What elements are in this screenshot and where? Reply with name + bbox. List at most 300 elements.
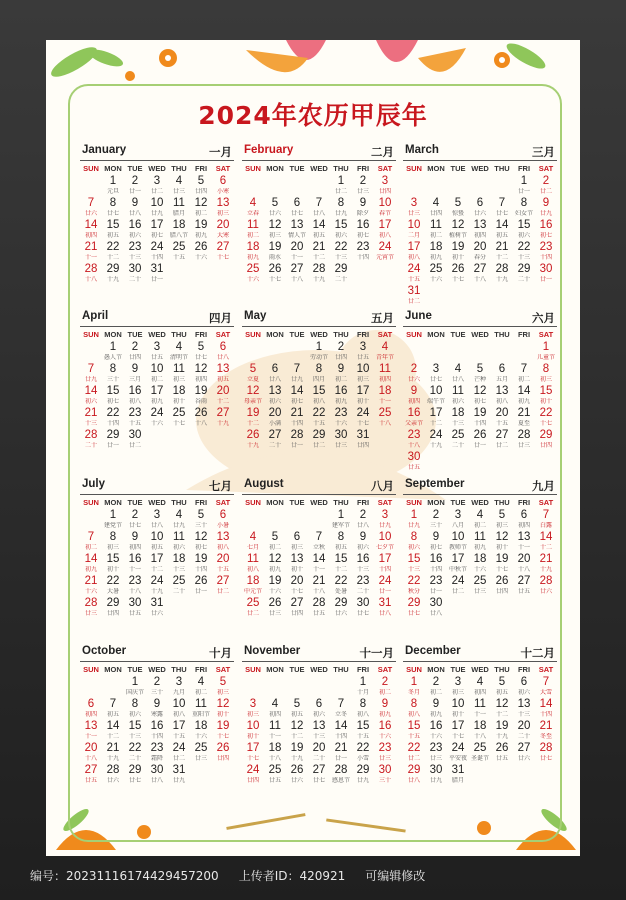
day-number: 18 <box>246 241 260 253</box>
day-cell <box>352 219 374 241</box>
day-number: 20 <box>517 720 531 732</box>
lunar-date: 处暑 <box>334 588 347 595</box>
day-cell <box>242 219 264 241</box>
day-cell <box>146 720 168 742</box>
day-cell <box>535 575 557 597</box>
day-number: 6 <box>315 698 323 710</box>
day-number: 4 <box>175 509 183 521</box>
day-cell <box>168 575 190 597</box>
empty-cell <box>242 509 264 531</box>
empty-cell <box>447 341 469 363</box>
lunar-date: 十一 <box>128 566 141 573</box>
day-number: 28 <box>334 764 348 776</box>
lunar-date: 十六 <box>473 566 486 573</box>
day-number: 6 <box>520 676 528 688</box>
lunar-date: 初八 <box>407 711 420 718</box>
lunar-date: 廿一 <box>473 442 486 449</box>
day-cell <box>168 197 190 219</box>
day-cell <box>352 197 374 219</box>
day-cell <box>425 698 447 720</box>
lunar-date: 十六 <box>429 276 442 283</box>
day-number: 25 <box>451 429 465 441</box>
day-cell <box>242 553 264 575</box>
day-number: 22 <box>106 241 120 253</box>
day-cell <box>212 341 234 363</box>
day-cell <box>242 363 264 385</box>
day-number: 16 <box>128 385 142 397</box>
day-cell <box>212 720 234 742</box>
day-number: 29 <box>539 429 553 441</box>
day-number: 20 <box>216 385 230 397</box>
lunar-date: 初三 <box>451 689 464 696</box>
day-cell <box>403 720 425 742</box>
month-name-en: January <box>82 144 127 156</box>
lunar-date: 十二 <box>290 733 303 740</box>
day-number: 31 <box>356 429 370 441</box>
day-cell <box>308 385 330 407</box>
lunar-date: 廿七 <box>356 610 369 617</box>
day-cell <box>190 720 212 742</box>
day-cell <box>425 241 447 263</box>
lunar-date: 十六 <box>334 420 347 427</box>
lunar-date: 十一 <box>84 254 97 261</box>
day-cell <box>124 407 146 429</box>
lunar-date: 二十 <box>517 276 530 283</box>
lunar-date: 二十 <box>517 733 530 740</box>
lunar-date: 十一 <box>84 733 97 740</box>
lunar-date: 十四 <box>150 733 163 740</box>
day-cell <box>190 676 212 698</box>
weekday-label: FRI <box>517 498 531 507</box>
day-cell <box>352 742 374 764</box>
day-number: 19 <box>194 553 208 565</box>
day-number: 14 <box>290 385 304 397</box>
lunar-date: 廿一 <box>517 188 530 195</box>
lunar-date: 十四 <box>473 420 486 427</box>
day-number: 25 <box>473 575 487 587</box>
lunar-date: 廿五 <box>150 354 163 361</box>
lunar-date: 十四 <box>150 254 163 261</box>
day-number: 18 <box>473 720 487 732</box>
lunar-date: 初九 <box>429 711 442 718</box>
day-number: 29 <box>106 429 120 441</box>
lunar-date: 建党节 <box>103 522 122 529</box>
day-number: 28 <box>539 575 553 587</box>
lunar-date: 腊八节 <box>169 232 188 239</box>
month-name-cn: 十二月 <box>520 646 555 660</box>
lunar-date: 廿一 <box>378 588 391 595</box>
day-number: 5 <box>476 363 484 375</box>
day-cell <box>403 429 425 451</box>
empty-cell <box>403 175 425 197</box>
month-march <box>403 144 557 307</box>
lunar-date: 廿六 <box>268 210 281 217</box>
weekday-label: SUN <box>245 665 261 674</box>
lunar-date: 二十 <box>84 442 97 449</box>
day-number: 28 <box>517 429 531 441</box>
lunar-date: 廿八 <box>429 610 442 617</box>
lunar-date: 初四 <box>194 376 207 383</box>
day-cell <box>352 698 374 720</box>
day-number: 31 <box>451 764 465 776</box>
lunar-date: 元宵节 <box>375 254 394 261</box>
day-cell <box>146 764 168 786</box>
day-cell <box>146 197 168 219</box>
day-number: 15 <box>407 720 421 732</box>
weekday-label: TUE <box>289 330 305 339</box>
lunar-date: 廿四 <box>378 188 391 195</box>
day-number: 13 <box>290 219 304 231</box>
day-number: 22 <box>539 407 553 419</box>
weekday-label: WED <box>471 665 489 674</box>
empty-cell <box>80 509 102 531</box>
day-number: 21 <box>517 407 531 419</box>
day-cell <box>190 509 212 531</box>
weekday-label: TUE <box>127 330 143 339</box>
day-number: 29 <box>106 597 120 609</box>
day-number: 8 <box>109 197 117 209</box>
day-cell <box>286 531 308 553</box>
lunar-date: 十八 <box>378 420 391 427</box>
day-cell <box>308 742 330 764</box>
lunar-date: 春节 <box>378 210 391 217</box>
day-number: 24 <box>150 575 164 587</box>
day-cell <box>168 341 190 363</box>
day-cell <box>535 509 557 531</box>
day-number: 12 <box>246 385 260 397</box>
day-number: 14 <box>517 385 531 397</box>
lunar-date: 廿四 <box>194 188 207 195</box>
day-cell <box>286 241 308 263</box>
day-number: 30 <box>356 597 370 609</box>
day-cell <box>190 742 212 764</box>
day-cell <box>264 597 286 619</box>
lunar-date: 冬至 <box>539 733 552 740</box>
lunar-date: 廿四 <box>128 354 141 361</box>
day-cell <box>102 742 124 764</box>
day-cell <box>513 175 535 197</box>
day-cell <box>374 698 396 720</box>
day-cell <box>308 407 330 429</box>
day-number: 20 <box>290 575 304 587</box>
day-number: 10 <box>150 531 164 543</box>
day-number: 7 <box>337 698 345 710</box>
lunar-date: 初六 <box>407 544 420 551</box>
day-cell <box>535 407 557 429</box>
lunar-date: 廿四 <box>106 610 119 617</box>
lunar-date: 廿七 <box>128 522 141 529</box>
day-grid <box>403 662 557 786</box>
day-number: 11 <box>474 531 486 543</box>
lunar-date: 廿七 <box>312 777 325 784</box>
lunar-date: 青年节 <box>375 354 394 361</box>
day-number: 17 <box>378 553 392 565</box>
lunar-date: 白露 <box>539 522 552 529</box>
lunar-date: 十七 <box>246 755 259 762</box>
lunar-date: 初十 <box>290 566 303 573</box>
day-cell <box>146 553 168 575</box>
day-number: 26 <box>194 575 208 587</box>
lunar-date: 二十 <box>451 442 464 449</box>
day-cell <box>80 385 102 407</box>
lunar-date: 春分 <box>473 254 486 261</box>
lunar-date: 十二 <box>216 398 229 405</box>
lunar-date: 十二 <box>429 420 442 427</box>
day-cell <box>403 509 425 531</box>
day-number: 14 <box>84 385 98 397</box>
lunar-date: 十三 <box>517 711 530 718</box>
day-cell <box>124 197 146 219</box>
day-number: 21 <box>539 720 553 732</box>
day-cell <box>352 429 374 451</box>
day-number: 3 <box>410 197 418 209</box>
day-number: 16 <box>429 720 443 732</box>
day-cell <box>352 676 374 698</box>
weekday-label: SUN <box>83 330 99 339</box>
day-cell <box>403 385 425 407</box>
lunar-date: 廿一 <box>290 442 303 449</box>
weekday-label: FRI <box>356 164 370 173</box>
day-number: 2 <box>410 363 418 375</box>
lunar-date: 初二 <box>150 376 163 383</box>
day-cell <box>425 531 447 553</box>
lunar-date: 母亲节 <box>243 398 262 405</box>
day-cell <box>535 385 557 407</box>
lunar-date: 十七 <box>451 276 464 283</box>
lunar-date: 十七 <box>356 420 369 427</box>
day-cell <box>469 553 491 575</box>
lunar-date: 十九 <box>539 566 552 573</box>
day-cell <box>535 676 557 698</box>
day-number: 2 <box>131 509 139 521</box>
day-cell <box>425 197 447 219</box>
empty-cell <box>513 341 535 363</box>
day-number: 25 <box>172 241 186 253</box>
day-cell <box>469 407 491 429</box>
day-cell <box>374 241 396 263</box>
weekday-label: MON <box>104 330 122 339</box>
lunar-date: 建军节 <box>331 522 350 529</box>
day-cell <box>352 720 374 742</box>
weekday-label: WED <box>148 164 166 173</box>
month-name-cn: 七月 <box>209 479 232 493</box>
day-number: 27 <box>290 263 304 275</box>
day-number: 19 <box>268 575 282 587</box>
day-number: 6 <box>219 509 227 521</box>
lunar-date: 初九 <box>268 566 281 573</box>
day-cell <box>535 742 557 764</box>
day-number: 25 <box>172 575 186 587</box>
day-cell <box>80 363 102 385</box>
lunar-date: 廿七 <box>128 777 141 784</box>
month-january <box>80 144 234 285</box>
day-cell <box>491 241 513 263</box>
day-number: 30 <box>128 429 142 441</box>
weekday-label: FRI <box>194 164 208 173</box>
day-cell <box>124 531 146 553</box>
lunar-date: 廿七 <box>194 354 207 361</box>
lunar-date: 初九 <box>334 398 347 405</box>
day-number: 21 <box>495 241 509 253</box>
weekday-label: SAT <box>538 665 554 674</box>
day-number: 9 <box>359 531 367 543</box>
day-number: 12 <box>451 219 465 231</box>
day-number: 12 <box>495 531 509 543</box>
lunar-date: 初四 <box>268 711 281 718</box>
day-number: 30 <box>407 451 421 463</box>
day-number: 19 <box>495 553 509 565</box>
lunar-date: 除夕 <box>356 210 369 217</box>
day-cell <box>212 197 234 219</box>
day-number: 8 <box>410 531 418 543</box>
empty-cell <box>491 175 513 197</box>
day-number: 29 <box>407 764 421 776</box>
weekday-label: SUN <box>406 665 422 674</box>
day-number: 23 <box>378 742 392 754</box>
weekday-label: FRI <box>194 498 208 507</box>
weekday-label: TUE <box>127 665 143 674</box>
day-number: 18 <box>172 219 186 231</box>
day-cell <box>286 197 308 219</box>
lunar-date: 小寒 <box>216 188 229 195</box>
day-number: 23 <box>539 241 553 253</box>
day-number: 4 <box>476 676 484 688</box>
lunar-date: 初九 <box>473 544 486 551</box>
day-cell <box>168 241 190 263</box>
empty-cell <box>308 509 330 531</box>
day-number: 4 <box>271 698 279 710</box>
weekday-label: SUN <box>406 330 422 339</box>
weekday-label: THU <box>494 330 510 339</box>
weekday-label: THU <box>494 665 510 674</box>
day-cell <box>425 553 447 575</box>
day-number: 16 <box>334 385 348 397</box>
lunar-date: 廿一 <box>150 276 163 283</box>
day-cell <box>447 509 469 531</box>
lunar-date: 廿六 <box>150 610 163 617</box>
day-number: 7 <box>315 531 323 543</box>
day-number: 22 <box>334 575 348 587</box>
lunar-date: 八月 <box>451 522 464 529</box>
day-cell <box>212 175 234 197</box>
day-cell <box>469 241 491 263</box>
lunar-date: 初三 <box>246 711 259 718</box>
day-cell <box>425 407 447 429</box>
weekday-label: SAT <box>215 330 231 339</box>
day-cell <box>242 575 264 597</box>
lunar-date: 十五 <box>407 276 420 283</box>
lunar-date: 十六 <box>84 588 97 595</box>
lunar-date: 初十 <box>539 398 552 405</box>
lunar-date: 初五 <box>106 711 119 718</box>
day-cell <box>242 241 264 263</box>
lunar-date: 十七 <box>290 588 303 595</box>
day-cell <box>146 531 168 553</box>
day-cell <box>425 385 447 407</box>
month-header <box>242 645 396 662</box>
month-header <box>403 310 557 327</box>
day-number: 21 <box>290 407 304 419</box>
lunar-date: 廿一 <box>334 755 347 762</box>
day-number: 12 <box>194 197 208 209</box>
month-name-cn: 五月 <box>371 311 394 325</box>
day-cell <box>469 742 491 764</box>
day-number: 1 <box>359 676 367 688</box>
day-cell <box>212 219 234 241</box>
day-cell <box>212 553 234 575</box>
day-number: 13 <box>84 720 98 732</box>
day-number: 5 <box>219 676 227 688</box>
day-number: 8 <box>109 363 117 375</box>
day-cell <box>102 241 124 263</box>
weekday-label: SAT <box>215 164 231 173</box>
day-number: 30 <box>150 764 164 776</box>
day-cell <box>535 197 557 219</box>
day-cell <box>469 429 491 451</box>
day-cell <box>124 263 146 285</box>
lunar-date: 十一 <box>268 733 281 740</box>
day-cell <box>491 698 513 720</box>
lunar-date: 三十 <box>378 777 391 784</box>
day-number: 20 <box>290 241 304 253</box>
day-cell <box>447 553 469 575</box>
day-cell <box>374 407 396 429</box>
lunar-date: 廿九 <box>84 376 97 383</box>
day-number: 26 <box>194 241 208 253</box>
month-name-en: April <box>82 310 109 322</box>
day-number: 29 <box>407 597 421 609</box>
day-cell <box>80 197 102 219</box>
day-cell <box>403 407 425 429</box>
day-number: 26 <box>290 764 304 776</box>
weekday-label: FRI <box>517 164 531 173</box>
lunar-date: 二十 <box>172 588 185 595</box>
day-cell <box>535 219 557 241</box>
day-cell <box>146 263 168 285</box>
lunar-date: 廿八 <box>312 210 325 217</box>
lunar-date: 初五 <box>290 711 303 718</box>
day-number: 5 <box>293 698 301 710</box>
day-cell <box>330 241 352 263</box>
weekday-label: WED <box>471 330 489 339</box>
day-cell <box>352 407 374 429</box>
lunar-date: 廿九 <box>150 210 163 217</box>
day-cell <box>491 263 513 285</box>
day-number: 22 <box>356 742 370 754</box>
day-cell <box>403 698 425 720</box>
day-number: 29 <box>106 263 120 275</box>
lunar-date: 初八 <box>128 398 141 405</box>
day-number: 2 <box>542 175 550 187</box>
day-cell <box>308 219 330 241</box>
day-number: 5 <box>498 509 506 521</box>
day-number: 10 <box>451 531 465 543</box>
weekday-label: SAT <box>215 498 231 507</box>
day-number: 1 <box>410 509 418 521</box>
lunar-date: 初六 <box>128 232 141 239</box>
lunar-date: 廿五 <box>407 464 420 471</box>
day-number: 8 <box>131 698 139 710</box>
day-cell <box>513 676 535 698</box>
day-cell <box>80 764 102 786</box>
lunar-date: 劳动节 <box>309 354 328 361</box>
month-october <box>80 645 234 786</box>
day-number: 28 <box>312 263 326 275</box>
weekday-label: FRI <box>356 665 370 674</box>
empty-cell <box>264 676 286 698</box>
weekday-label: THU <box>494 498 510 507</box>
day-cell <box>425 509 447 531</box>
